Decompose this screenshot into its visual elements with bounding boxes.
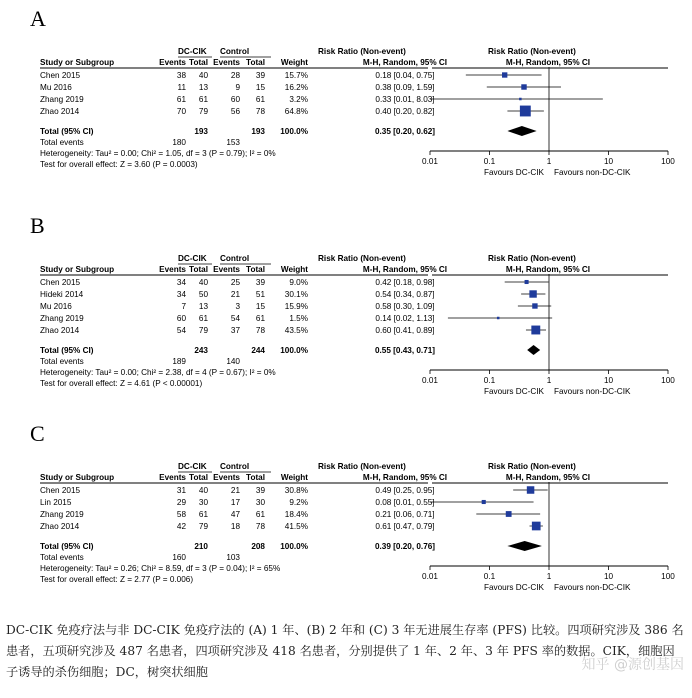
- x-tick-label: 10: [603, 572, 614, 581]
- panel-letter-A: A: [30, 6, 46, 31]
- rr-method-left: M-H, Random, 95% CI: [362, 265, 448, 274]
- overall-effect-text: Test for overall effect: Z = 2.77 (P = 0.006): [40, 575, 194, 584]
- weight-cell: 16.2%: [284, 83, 308, 92]
- total-events1: 160: [172, 553, 186, 562]
- events1-cell: 42: [176, 522, 186, 531]
- effect-marker: [525, 280, 529, 284]
- events1-cell: 70: [176, 107, 186, 116]
- effect-marker: [482, 500, 486, 504]
- total1-col-header: Total: [189, 265, 208, 274]
- ci-cell: 0.18 [0.04, 0.75]: [375, 71, 435, 80]
- overall-effect-text: Test for overall effect: Z = 3.60 (P = 0.0003): [40, 160, 198, 169]
- ci-cell: 0.49 [0.25, 0.95]: [375, 486, 435, 495]
- events1-cell: 58: [176, 510, 186, 519]
- total1-cell: 61: [198, 510, 208, 519]
- total2-cell: 15: [255, 302, 265, 311]
- total-events-label: Total events: [40, 138, 84, 147]
- weight-cell: 9.0%: [289, 278, 308, 287]
- total-weight: 100.0%: [280, 127, 308, 136]
- study-name: Zhao 2014: [40, 326, 80, 335]
- x-tick-label: 0.1: [483, 376, 496, 385]
- events1-cell: 11: [177, 83, 186, 92]
- favours-left-label: Favours DC-CIK: [483, 168, 544, 177]
- events1-cell: 54: [176, 326, 186, 335]
- weight-col-header: Weight: [280, 473, 308, 482]
- ci-cell: 0.14 [0.02, 1.13]: [375, 314, 435, 323]
- total1-cell: 61: [198, 95, 208, 104]
- x-tick-label: 100: [661, 572, 675, 581]
- heterogeneity-text: Heterogeneity: Tau² = 0.26; Chi² = 8.59, df = 3 (P = 0.04); I² = 65%: [40, 564, 281, 573]
- total2-cell: 39: [255, 71, 265, 80]
- weight-cell: 15.7%: [284, 71, 308, 80]
- rr-title-right: Risk Ratio (Non-event): [488, 47, 576, 56]
- study-name: Lin 2015: [40, 498, 72, 507]
- ci-cell: 0.33 [0.01, 8.03]: [375, 95, 435, 104]
- total2-cell: 78: [255, 522, 265, 531]
- ci-cell: 0.42 [0.18, 0.98]: [375, 278, 435, 287]
- total-events1: 180: [172, 138, 186, 147]
- total1-cell: 50: [198, 290, 208, 299]
- events1-cell: 29: [176, 498, 186, 507]
- weight-col-header: Weight: [280, 265, 308, 274]
- overall-effect-text: Test for overall effect: Z = 4.61 (P < 0.00001): [40, 379, 203, 388]
- effect-marker: [532, 522, 541, 531]
- total-events-label: Total events: [40, 553, 84, 562]
- total-events2: 153: [226, 138, 240, 147]
- effect-marker: [521, 84, 526, 89]
- total-label: Total (95% CI): [40, 346, 94, 355]
- study-name: Chen 2015: [40, 486, 81, 495]
- panel-letter-C: C: [30, 421, 45, 446]
- total1-cell: 79: [198, 326, 208, 335]
- weight-cell: 43.5%: [284, 326, 308, 335]
- rr-method-left: M-H, Random, 95% CI: [362, 58, 448, 67]
- pooled-diamond: [527, 345, 540, 355]
- events2-cell: 25: [230, 278, 240, 287]
- study-name: Mu 2016: [40, 83, 72, 92]
- pooled-diamond: [507, 541, 541, 551]
- events1-cell: 31: [176, 486, 186, 495]
- total2-cell: 61: [255, 95, 265, 104]
- ci-cell: 0.40 [0.20, 0.82]: [375, 107, 435, 116]
- events2-cell: 60: [230, 95, 240, 104]
- total1-cell: 61: [198, 314, 208, 323]
- effect-marker: [527, 486, 534, 493]
- effect-marker: [520, 106, 531, 117]
- total-n2: 193: [251, 127, 265, 136]
- total-events1: 189: [172, 357, 186, 366]
- total2-cell: 15: [255, 83, 265, 92]
- x-tick-label: 1: [546, 376, 552, 385]
- total2-col-header: Total: [246, 473, 265, 482]
- x-tick-label: 100: [661, 157, 675, 166]
- events1-cell: 34: [176, 290, 186, 299]
- weight-cell: 30.8%: [284, 486, 308, 495]
- x-tick-label: 10: [603, 376, 614, 385]
- group2-header: Control: [220, 462, 250, 471]
- total2-col-header: Total: [246, 265, 265, 274]
- weight-cell: 18.4%: [284, 510, 308, 519]
- total2-cell: 78: [255, 326, 265, 335]
- rr-method-left: M-H, Random, 95% CI: [362, 473, 448, 482]
- total2-cell: 51: [255, 290, 265, 299]
- favours-right-label: Favours non-DC-CIK: [554, 168, 631, 177]
- events1-col-header: Events: [159, 58, 186, 67]
- events1-col-header: Events: [159, 265, 186, 274]
- events2-cell: 28: [230, 71, 240, 80]
- study-name: Zhang 2019: [40, 95, 84, 104]
- events2-cell: 3: [235, 302, 240, 311]
- total1-cell: 79: [198, 107, 208, 116]
- group1-header: DC-CIK: [178, 462, 207, 471]
- weight-cell: 30.1%: [284, 290, 308, 299]
- events1-cell: 60: [176, 314, 186, 323]
- rr-title-right: Risk Ratio (Non-event): [488, 254, 576, 263]
- rr-title-left: Risk Ratio (Non-event): [318, 254, 406, 263]
- total1-cell: 13: [198, 302, 208, 311]
- heterogeneity-text: Heterogeneity: Tau² = 0.00; Chi² = 1.05, df = 3 (P = 0.79); I² = 0%: [40, 149, 276, 158]
- rr-method-right: M-H, Random, 95% CI: [505, 473, 591, 482]
- weight-cell: 15.9%: [284, 302, 308, 311]
- rr-title-left: Risk Ratio (Non-event): [318, 47, 406, 56]
- events1-cell: 34: [176, 278, 186, 287]
- study-col-header: Study or Subgroup: [40, 265, 115, 274]
- study-name: Zhao 2014: [40, 107, 80, 116]
- favours-left-label: Favours DC-CIK: [483, 387, 544, 396]
- x-tick-label: 0.01: [422, 572, 438, 581]
- study-name: Hideki 2014: [40, 290, 84, 299]
- x-tick-label: 0.01: [422, 376, 438, 385]
- total1-cell: 40: [198, 71, 208, 80]
- events2-col-header: Events: [213, 473, 240, 482]
- total1-cell: 40: [198, 278, 208, 287]
- weight-col-header: Weight: [280, 58, 308, 67]
- total-ci: 0.55 [0.43, 0.71]: [374, 346, 436, 355]
- effect-marker: [502, 72, 507, 77]
- total-n1: 210: [194, 542, 208, 551]
- effect-marker: [497, 317, 500, 320]
- effect-marker: [532, 303, 537, 308]
- events2-cell: 21: [230, 486, 240, 495]
- events2-cell: 37: [230, 326, 240, 335]
- total2-cell: 61: [255, 510, 265, 519]
- weight-cell: 3.2%: [289, 95, 308, 104]
- total-events2: 140: [226, 357, 240, 366]
- total-events-label: Total events: [40, 357, 84, 366]
- ci-cell: 0.21 [0.06, 0.71]: [375, 510, 435, 519]
- total1-cell: 13: [198, 83, 208, 92]
- total1-cell: 79: [198, 522, 208, 531]
- x-tick-label: 0.01: [422, 157, 438, 166]
- total-n2: 244: [251, 346, 265, 355]
- figure-caption: DC-CIK 免疫疗法与非 DC-CIK 免疫疗法的 (A) 1 年、(B) 2 年和 (C) 3 年无进展生存率 (PFS) 比较。四项研究涉及 386 名患者，五项研究涉及 487 名患者，四项研究涉及 418 名患者，分别提供了 1 年、2 年、3 年 PFS 率的数据。CIK，细胞因子诱导的杀伤细胞；DC，树突状细胞: [6, 623, 684, 679]
- study-name: Zhang 2019: [40, 314, 84, 323]
- study-name: Mu 2016: [40, 302, 72, 311]
- events2-cell: 9: [235, 83, 240, 92]
- total2-cell: 30: [255, 498, 265, 507]
- events2-cell: 54: [230, 314, 240, 323]
- total1-cell: 30: [198, 498, 208, 507]
- x-tick-label: 0.1: [483, 157, 496, 166]
- study-col-header: Study or Subgroup: [40, 473, 115, 482]
- total-label: Total (95% CI): [40, 542, 94, 551]
- study-name: Chen 2015: [40, 278, 81, 287]
- total-ci: 0.35 [0.20, 0.62]: [374, 127, 436, 136]
- x-tick-label: 1: [546, 157, 552, 166]
- events1-col-header: Events: [159, 473, 186, 482]
- x-tick-label: 0.1: [483, 572, 496, 581]
- ci-cell: 0.08 [0.01, 0.55]: [375, 498, 435, 507]
- ci-cell: 0.61 [0.47, 0.79]: [375, 522, 435, 531]
- events2-col-header: Events: [213, 58, 240, 67]
- weight-cell: 64.8%: [284, 107, 308, 116]
- group1-header: DC-CIK: [178, 47, 207, 56]
- total2-col-header: Total: [246, 58, 265, 67]
- ci-cell: 0.38 [0.09, 1.59]: [375, 83, 435, 92]
- rr-method-right: M-H, Random, 95% CI: [505, 265, 591, 274]
- weight-cell: 1.5%: [289, 314, 308, 323]
- study-name: Zhao 2014: [40, 522, 80, 531]
- favours-right-label: Favours non-DC-CIK: [554, 387, 631, 396]
- events2-cell: 56: [230, 107, 240, 116]
- rr-title-right: Risk Ratio (Non-event): [488, 462, 576, 471]
- total-weight: 100.0%: [280, 542, 308, 551]
- group2-header: Control: [220, 254, 250, 263]
- study-col-header: Study or Subgroup: [40, 58, 115, 67]
- effect-marker: [506, 511, 512, 517]
- total-weight: 100.0%: [280, 346, 308, 355]
- rr-method-right: M-H, Random, 95% CI: [505, 58, 591, 67]
- total2-cell: 39: [255, 278, 265, 287]
- events2-col-header: Events: [213, 265, 240, 274]
- study-name: Chen 2015: [40, 71, 81, 80]
- total2-cell: 39: [255, 486, 265, 495]
- x-tick-label: 100: [661, 376, 675, 385]
- rr-title-left: Risk Ratio (Non-event): [318, 462, 406, 471]
- watermark: 知乎 @源创基因: [581, 657, 684, 673]
- total-label: Total (95% CI): [40, 127, 94, 136]
- group1-header: DC-CIK: [178, 254, 207, 263]
- events2-cell: 17: [230, 498, 240, 507]
- total-n1: 193: [194, 127, 208, 136]
- events2-cell: 47: [230, 510, 240, 519]
- total-events2: 103: [226, 553, 240, 562]
- group2-header: Control: [220, 47, 250, 56]
- events1-cell: 61: [176, 95, 186, 104]
- ci-cell: 0.60 [0.41, 0.89]: [375, 326, 435, 335]
- total-n2: 208: [251, 542, 265, 551]
- total-n1: 243: [194, 346, 208, 355]
- favours-right-label: Favours non-DC-CIK: [554, 583, 631, 592]
- total-ci: 0.39 [0.20, 0.76]: [374, 542, 436, 551]
- weight-cell: 41.5%: [284, 522, 308, 531]
- events2-cell: 18: [230, 522, 240, 531]
- ci-cell: 0.58 [0.30, 1.09]: [375, 302, 435, 311]
- total1-col-header: Total: [189, 58, 208, 67]
- total2-cell: 78: [255, 107, 265, 116]
- ci-cell: 0.54 [0.34, 0.87]: [375, 290, 435, 299]
- effect-marker: [529, 290, 536, 297]
- events2-cell: 21: [230, 290, 240, 299]
- events1-cell: 38: [176, 71, 186, 80]
- x-tick-label: 10: [603, 157, 614, 166]
- effect-marker: [519, 98, 522, 101]
- pooled-diamond: [507, 126, 536, 136]
- total1-cell: 40: [198, 486, 208, 495]
- events1-cell: 7: [181, 302, 186, 311]
- effect-marker: [531, 326, 540, 335]
- heterogeneity-text: Heterogeneity: Tau² = 0.00; Chi² = 2.38, df = 4 (P = 0.67); I² = 0%: [40, 368, 276, 377]
- panel-letter-B: B: [30, 213, 45, 238]
- total1-col-header: Total: [189, 473, 208, 482]
- total2-cell: 61: [255, 314, 265, 323]
- x-tick-label: 1: [546, 572, 552, 581]
- favours-left-label: Favours DC-CIK: [483, 583, 544, 592]
- study-name: Zhang 2019: [40, 510, 84, 519]
- weight-cell: 9.2%: [289, 498, 308, 507]
